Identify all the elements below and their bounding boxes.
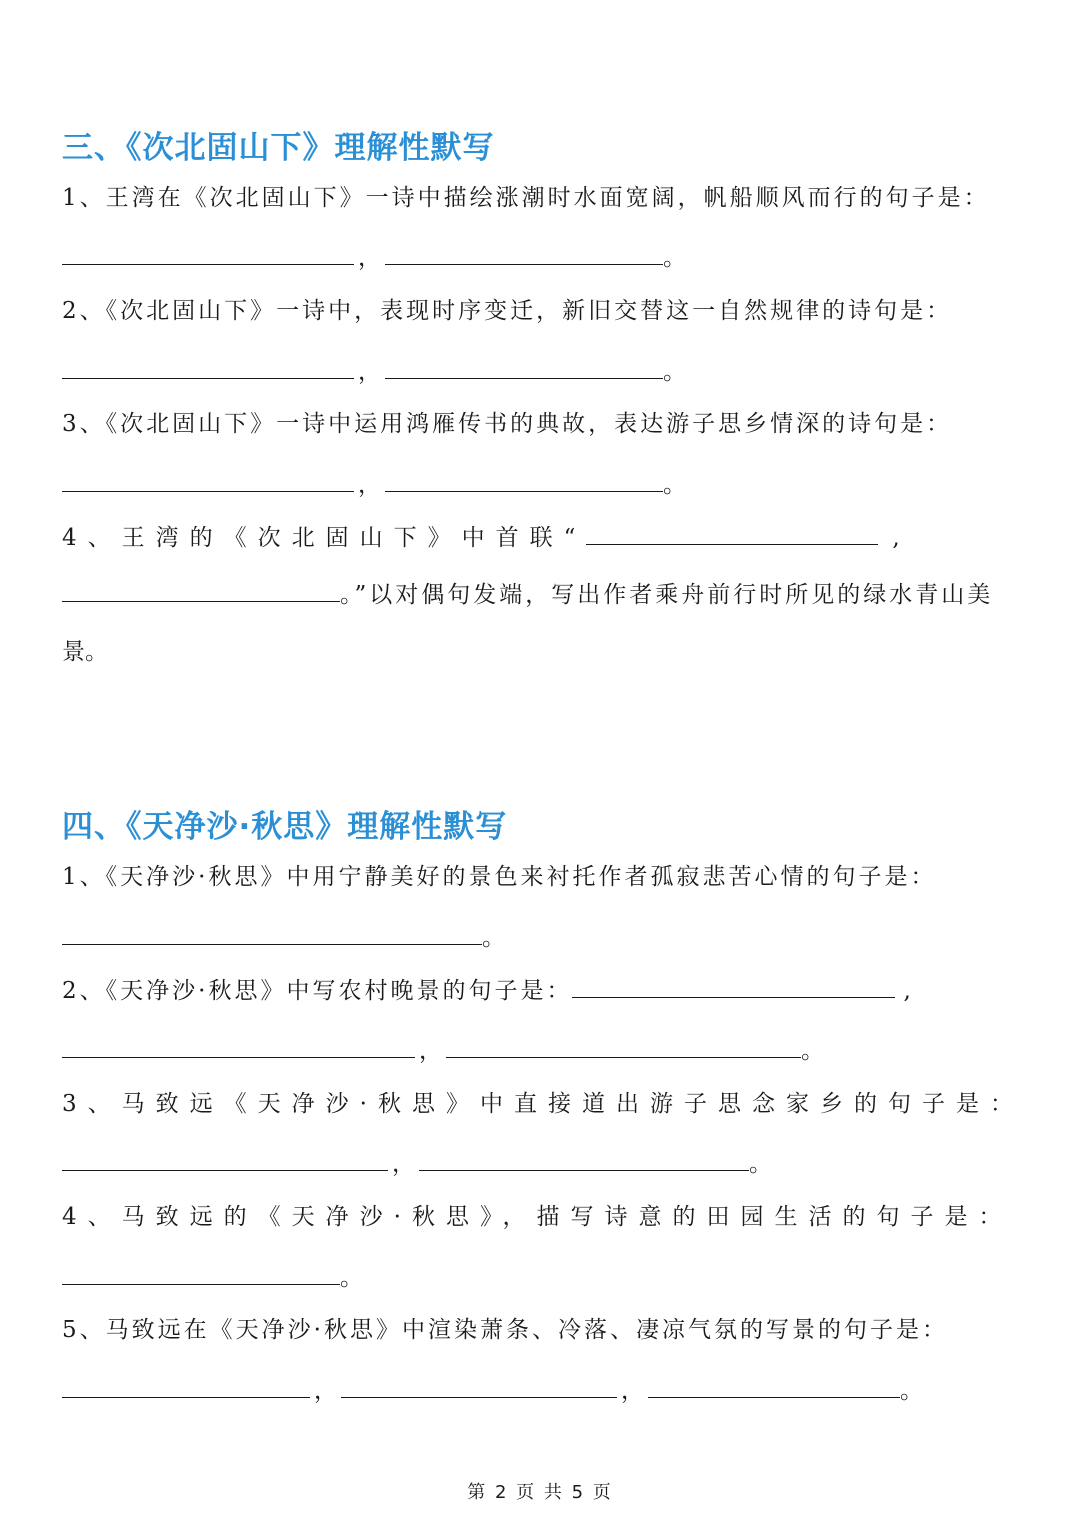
answer-blank[interactable]	[62, 360, 354, 379]
period: 。	[340, 1265, 363, 1291]
answer-blank[interactable]	[62, 926, 482, 945]
s3-question-4-end: 景。	[62, 639, 108, 665]
comma: ，	[358, 245, 381, 271]
period: 。	[801, 1038, 824, 1064]
s4-answer-2	[62, 1035, 824, 1067]
answer-blank[interactable]	[419, 1152, 749, 1171]
s4-answer-5	[62, 1375, 923, 1407]
s3-question-4	[62, 522, 900, 554]
section-4-heading: 四、《天净沙·秋思》理解性默写	[62, 809, 508, 845]
answer-blank[interactable]	[62, 1152, 388, 1171]
answer-blank[interactable]	[341, 1379, 617, 1398]
comma: ，	[358, 359, 381, 385]
answer-blank[interactable]	[62, 1266, 340, 1285]
period: 。	[663, 359, 686, 385]
comma: ，	[419, 1038, 442, 1064]
s3-answer-1	[62, 242, 686, 274]
answer-blank[interactable]	[572, 979, 895, 998]
s4-question-2	[62, 975, 911, 1007]
s4-answer-3	[62, 1148, 772, 1180]
answer-blank[interactable]	[586, 526, 878, 545]
s4-question-3: 3、马致远《天净沙·秋思》中直接道出游子思念家乡的句子是：	[62, 1091, 1024, 1117]
period: 。	[663, 245, 686, 271]
page-footer: 第 2 页 共 5 页	[467, 1482, 613, 1503]
answer-blank[interactable]	[62, 583, 340, 602]
s3-question-2: 2、《次北固山下》一诗中，表现时序变迁，新旧交替这一自然规律的诗句是：	[62, 298, 953, 324]
answer-blank[interactable]	[62, 473, 354, 492]
comma: ，	[358, 472, 381, 498]
answer-blank[interactable]	[446, 1039, 801, 1058]
section-3-heading: 三、《次北固山下》理解性默写	[62, 130, 495, 166]
s4-answer-4	[62, 1262, 363, 1294]
s3-question-3: 3、《次北固山下》一诗中运用鸿雁传书的典故，表达游子思乡情深的诗句是：	[62, 411, 953, 437]
s4-question-1: 1、《天净沙·秋思》中用宁静美好的景色来衬托作者孤寂悲苦心情的句子是：	[62, 864, 937, 890]
answer-blank[interactable]	[385, 246, 663, 265]
answer-blank[interactable]	[385, 473, 663, 492]
s3-q4-text: 4、王湾的《次北固山下》中首联“	[62, 525, 587, 551]
period: 。	[749, 1151, 772, 1177]
comma: ,	[892, 525, 900, 551]
period: 。	[663, 472, 686, 498]
period: 。	[900, 1378, 923, 1404]
s3-q4-text-2: 。”以对偶句发端，写出作者乘舟前行时所见的绿水青山美	[340, 582, 994, 608]
answer-blank[interactable]	[648, 1379, 900, 1398]
comma: ,	[903, 978, 911, 1004]
s3-question-4-cont	[62, 579, 993, 611]
comma: ，	[314, 1378, 337, 1404]
answer-blank[interactable]	[62, 1039, 415, 1058]
period: 。	[482, 925, 505, 951]
s3-answer-2	[62, 356, 686, 388]
s3-question-1: 1、王湾在《次北固山下》一诗中描绘涨潮时水面宽阔，帆船顺风而行的句子是：	[62, 185, 990, 211]
s4-question-4: 4、马致远的《天净沙·秋思》，描写诗意的田园生活的句子是：	[62, 1204, 1013, 1230]
s4-q2-text: 2、《天净沙·秋思》中写农村晚景的句子是：	[62, 978, 573, 1004]
answer-blank[interactable]	[62, 246, 354, 265]
s4-answer-1	[62, 922, 505, 954]
comma: ，	[621, 1378, 644, 1404]
s3-answer-3	[62, 469, 686, 501]
s4-question-5: 5、马致远在《天净沙·秋思》中渲染萧条、冷落、凄凉气氛的写景的句子是：	[62, 1317, 948, 1343]
comma: ，	[392, 1151, 415, 1177]
answer-blank[interactable]	[385, 360, 663, 379]
answer-blank[interactable]	[62, 1379, 310, 1398]
